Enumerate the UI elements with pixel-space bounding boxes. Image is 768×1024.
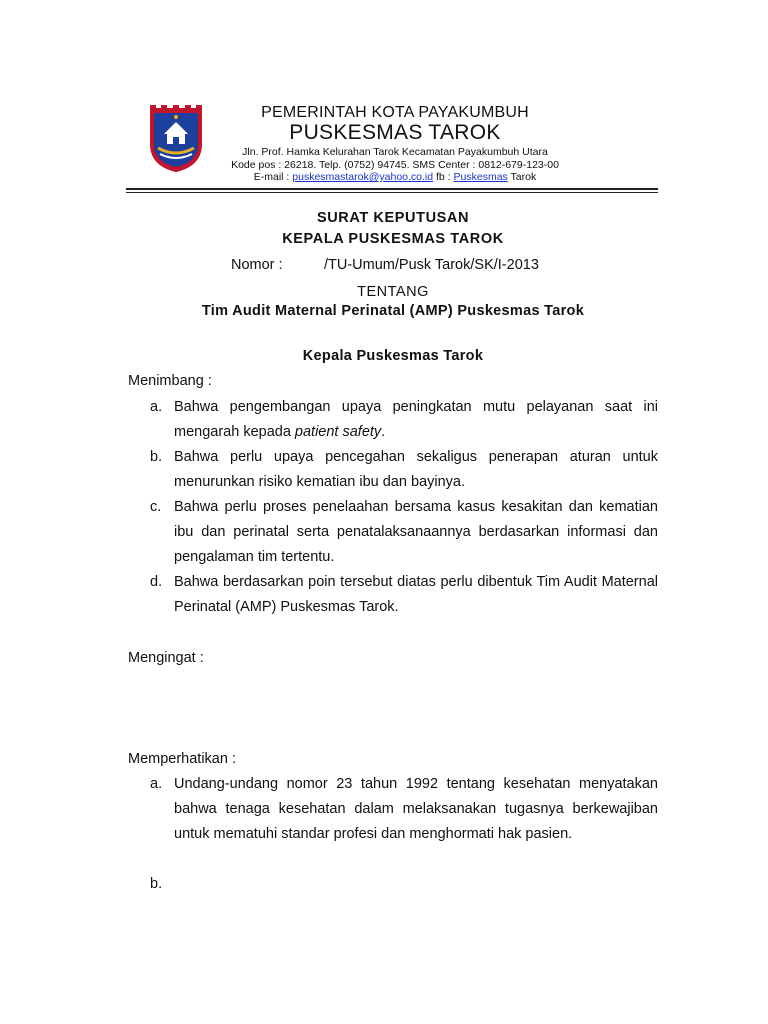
document-title: SURAT KEPUTUSAN bbox=[316, 210, 470, 226]
email-link[interactable]: puskesmastarok@yahoo.co.id bbox=[292, 171, 434, 183]
item-text-suffix: . bbox=[381, 424, 386, 440]
nomor-label: Nomor : bbox=[231, 257, 283, 273]
institution-name: PUSKESMAS TAROK bbox=[289, 121, 501, 144]
menimbang-item bbox=[128, 570, 658, 620]
item-text-italic: patient safety bbox=[294, 424, 382, 440]
letterhead-divider-thick bbox=[126, 188, 658, 190]
item-marker: c. bbox=[150, 499, 162, 515]
address-line: Jln. Prof. Hamka Kelurahan Tarok Kecamatan Payakumbuh Utara bbox=[242, 146, 548, 158]
item-text: Undang-undang nomor 23 tahun 1992 tentang kesehatan menyatakan bahwa tenaga kesehatan dalam melaksanakan tugasnya berkewajiban untuk mematuhi standar profesi dan menghormati hak pasien. bbox=[174, 776, 658, 842]
item-marker: d. bbox=[150, 574, 163, 590]
menimbang-label: Menimbang : bbox=[128, 373, 212, 389]
menimbang-item bbox=[128, 445, 658, 495]
decree-subject: Tim Audit Maternal Perinatal (AMP) Puskesmas Tarok bbox=[201, 303, 585, 319]
item-text: Bahwa berdasarkan poin tersebut diatas perlu dibentuk Tim Audit Maternal Perinatal (AMP) Puskesmas Tarok. bbox=[174, 574, 658, 615]
government-name: PEMERINTAH KOTA PAYAKUMBUH bbox=[261, 104, 529, 121]
memperhatikan-item bbox=[128, 772, 658, 847]
memperhatikan-label: Memperhatikan : bbox=[128, 751, 236, 767]
item-text bbox=[174, 395, 658, 445]
menimbang-item bbox=[128, 495, 658, 570]
mengingat-label: Mengingat : bbox=[128, 650, 204, 666]
item-text-main: Bahwa pengembangan upaya peningkatan mutu pelayanan saat ini mengarah kepada bbox=[174, 399, 658, 440]
fb-label: fb : bbox=[433, 171, 454, 183]
city-crest-logo bbox=[146, 104, 206, 174]
nomor-value: /TU-Umum/Pusk Tarok/SK/I-2013 bbox=[324, 257, 539, 273]
document-issuer: KEPALA PUSKESMAS TAROK bbox=[282, 231, 504, 247]
item-text: Bahwa perlu upaya pencegahan sekaligus penerapan aturan untuk menurunkan risiko kematian ibu dan bayinya. bbox=[174, 449, 658, 490]
item-text: Bahwa perlu proses penelaahan bersama kasus kesakitan dan kematian ibu dan perinatal serta penatalaksanaannya berdasarkan informasi dan pengalaman tim tertentu. bbox=[174, 499, 658, 565]
item-marker: a. bbox=[150, 776, 163, 792]
menimbang-item bbox=[128, 395, 658, 445]
item-marker: b. bbox=[150, 449, 163, 465]
fb-rest: Tarok bbox=[507, 171, 537, 183]
facebook-link[interactable]: Puskesmas bbox=[453, 171, 508, 183]
letterhead-address bbox=[210, 146, 580, 171]
signatory-title: Kepala Puskesmas Tarok bbox=[302, 348, 484, 364]
letterhead-divider-thin bbox=[126, 192, 658, 193]
email-line bbox=[210, 171, 580, 183]
item-marker: a. bbox=[150, 399, 163, 415]
contact-line: Kode pos : 26218. Telp. (0752) 94745. SMS Center : 0812-679-123-00 bbox=[231, 158, 559, 171]
email-label: E-mail : bbox=[253, 171, 293, 183]
about-label: TENTANG bbox=[357, 284, 429, 300]
item-marker: b. bbox=[150, 876, 163, 892]
